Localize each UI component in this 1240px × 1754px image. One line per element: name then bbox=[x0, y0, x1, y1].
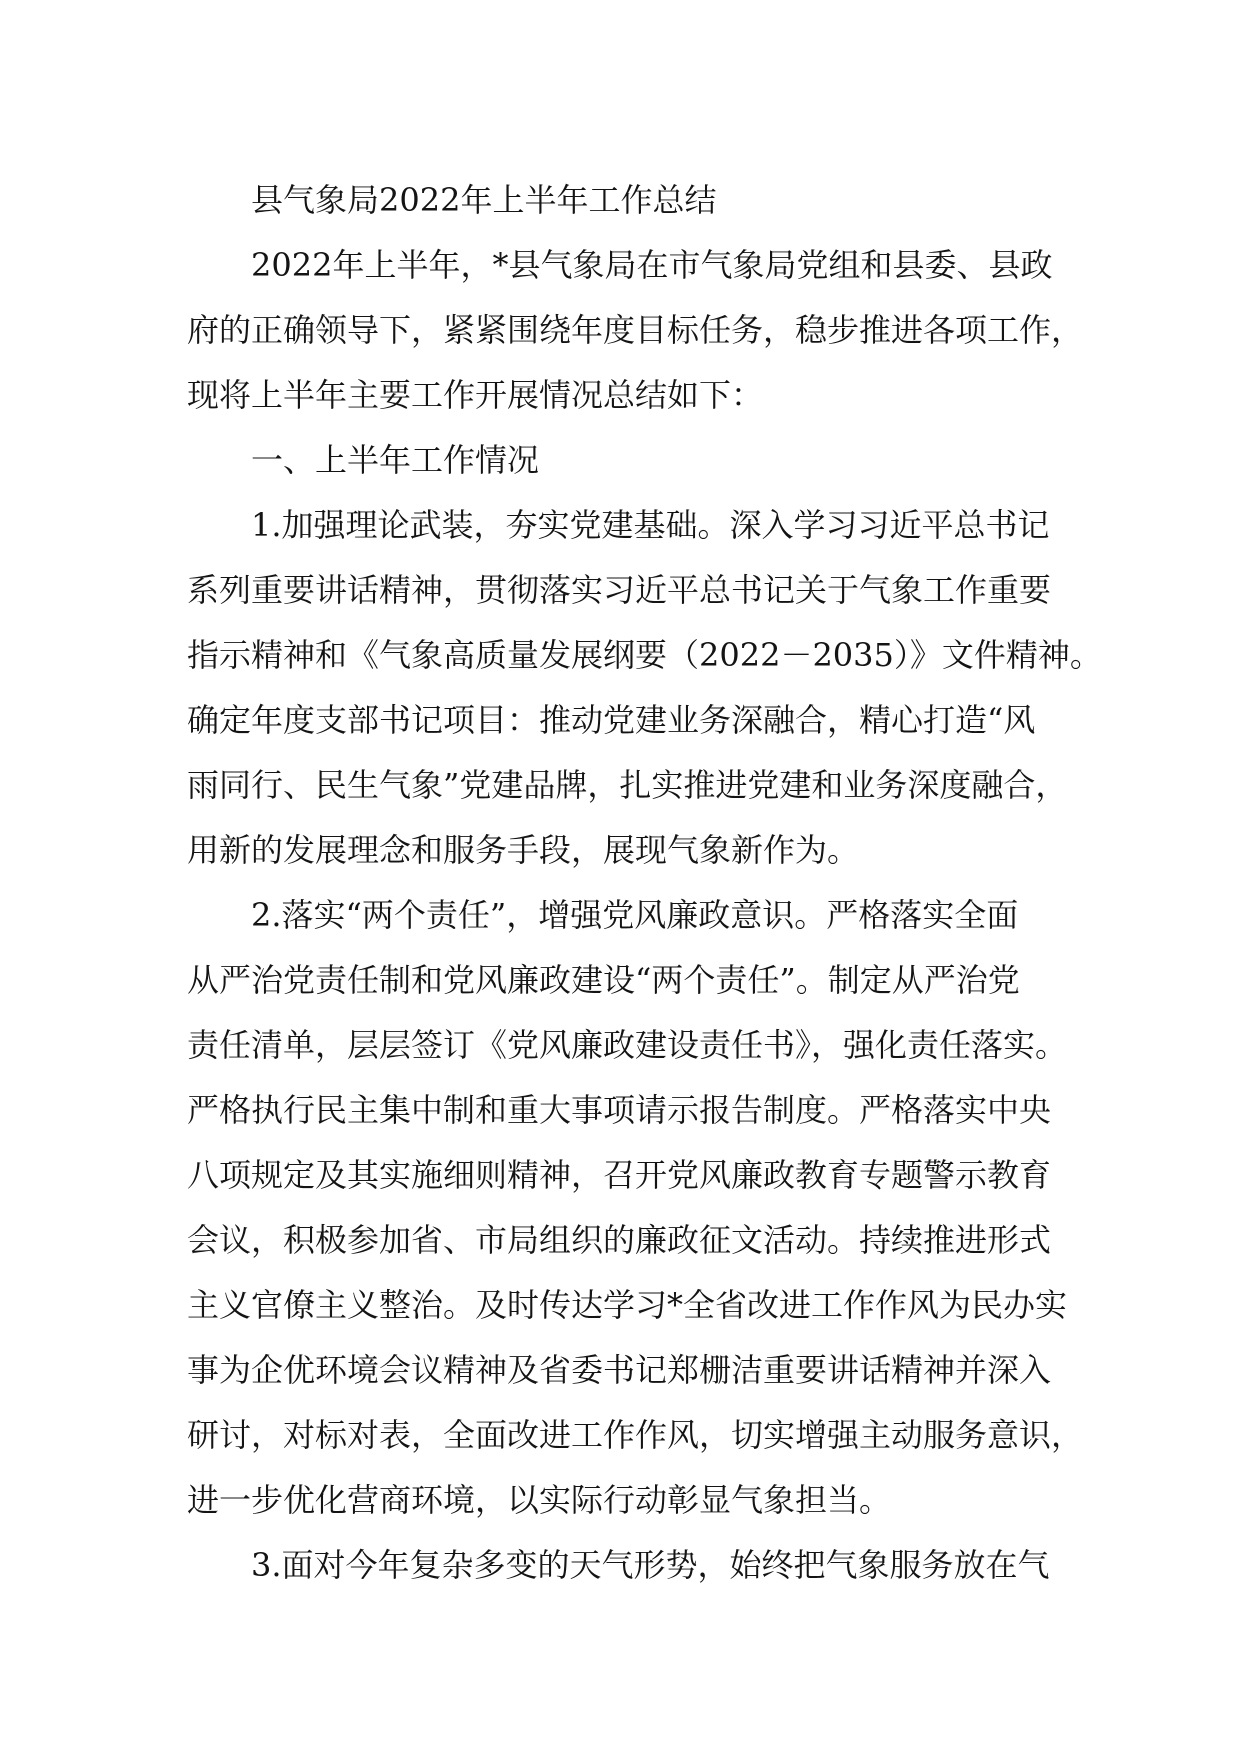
paragraph-line: 系列重要讲话精神，贯彻落实习近平总书记关于气象工作重要 bbox=[187, 571, 1052, 609]
item-3-paragraph bbox=[187, 1533, 1071, 1598]
paragraph-line: 主义官僚主义整治。及时传达学习*全省改进工作作风为民办实 bbox=[187, 1286, 1068, 1324]
paragraph-line: 从严治党责任制和党风廉政建设“两个责任”。制定从严治党 bbox=[187, 961, 1020, 999]
paragraph-line: 2.落实“两个责任”，增强党风廉政意识。严格落实全面 bbox=[251, 896, 1019, 934]
paragraph-line: 研讨，对标对表，全面改进工作作风，切实增强主动服务意识， bbox=[187, 1416, 1084, 1454]
paragraph-line: 现将上半年主要工作开展情况总结如下： bbox=[187, 376, 764, 414]
paragraph-line: 雨同行、民生气象”党建品牌，扎实推进党建和业务深度融合， bbox=[187, 766, 1068, 804]
paragraph-line: 八项规定及其实施细则精神，召开党风廉政教育专题警示教育 bbox=[187, 1156, 1052, 1194]
paragraph-line: 事为企优环境会议精神及省委书记郑栅洁重要讲话精神并深入 bbox=[187, 1351, 1052, 1389]
paragraph-line: 2022年上半年，*县气象局在市气象局党组和县委、县政 bbox=[251, 246, 1053, 284]
paragraph-line: 府的正确领导下，紧紧围绕年度目标任务，稳步推进各项工作， bbox=[187, 311, 1084, 349]
paragraph-line: 责任清单，层层签订《党风廉政建设责任书》，强化责任落实。 bbox=[187, 1026, 1068, 1064]
document-title: 县气象局2022年上半年工作总结 bbox=[251, 181, 717, 219]
paragraph-line: 指示精神和《气象高质量发展纲要（2022－2035）》文件精神。 bbox=[187, 636, 1102, 674]
paragraph-line: 确定年度支部书记项目：推动党建业务深融合，精心打造“风 bbox=[187, 701, 1036, 739]
item-2-paragraph bbox=[187, 883, 1084, 1533]
paragraph-line: 进一步优化营商环境，以实际行动彰显气象担当。 bbox=[187, 1481, 892, 1519]
section-heading: 一、上半年工作情况 bbox=[251, 441, 540, 479]
paragraph-line: 用新的发展理念和服务手段，展现气象新作为。 bbox=[187, 831, 860, 869]
paragraph-line: 会议，积极参加省、市局组织的廉政征文活动。持续推进形式 bbox=[187, 1221, 1052, 1259]
item-1-paragraph bbox=[187, 493, 1102, 883]
paragraph-line: 严格执行民主集中制和重大事项请示报告制度。严格落实中央 bbox=[187, 1091, 1052, 1129]
paragraph-line: 1.加强理论武装，夯实党建基础。深入学习习近平总书记 bbox=[251, 506, 1050, 544]
paragraph-line: 3.面对今年复杂多变的天气形势，始终把气象服务放在气 bbox=[251, 1546, 1050, 1584]
intro-paragraph bbox=[187, 233, 1084, 428]
document-body bbox=[187, 168, 1102, 1598]
